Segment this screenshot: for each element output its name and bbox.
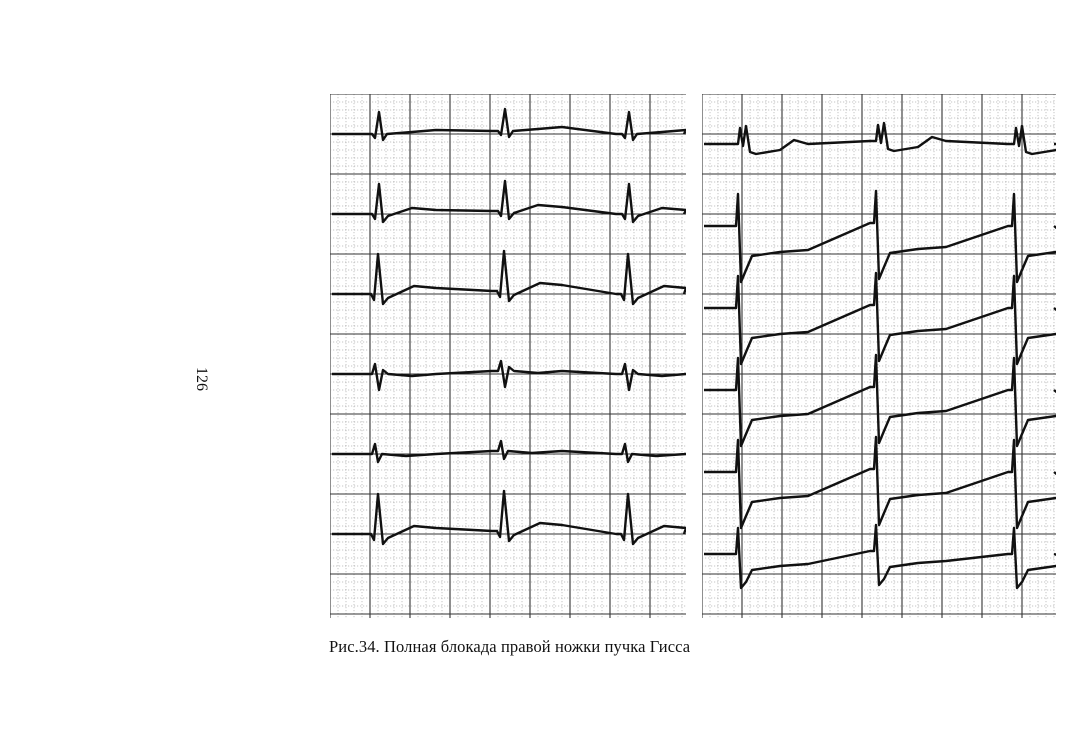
ecg-lead-avf: [332, 491, 686, 544]
page-number: 126: [193, 367, 210, 391]
ecg-lead-v4: [704, 355, 1056, 446]
ecg-trace: [332, 361, 686, 390]
ecg-lead-v3: [704, 273, 1056, 364]
ecg-trace: [332, 251, 686, 304]
ecg-figure: [330, 94, 1058, 624]
ecg-trace: [332, 441, 686, 462]
ecg-panel-limb-leads: [330, 94, 686, 618]
ecg-trace: [704, 123, 1056, 154]
ecg-panel-chest-leads: [702, 94, 1056, 618]
ecg-trace: [704, 191, 1056, 282]
ecg-trace: [332, 109, 686, 140]
ecg-lead-v5: [704, 437, 1056, 528]
ecg-trace: [332, 181, 686, 222]
ecg-lead-avl: [332, 441, 686, 462]
ecg-chest-leads-svg: [702, 94, 1056, 618]
ecg-lead-avr: [332, 361, 686, 390]
ecg-lead-i: [332, 109, 686, 140]
ecg-lead-iii: [332, 251, 686, 304]
ecg-lead-v2: [704, 191, 1056, 282]
ecg-lead-ii: [332, 181, 686, 222]
figure-caption: Рис.34. Полная блокада правой ножки пучка Гисса: [329, 637, 691, 656]
ecg-trace: [332, 491, 686, 544]
ecg-trace: [704, 437, 1056, 528]
ecg-trace: [704, 273, 1056, 364]
ecg-trace: [704, 355, 1056, 446]
ecg-limb-leads-svg: [330, 94, 686, 618]
ecg-lead-v1: [704, 123, 1056, 154]
